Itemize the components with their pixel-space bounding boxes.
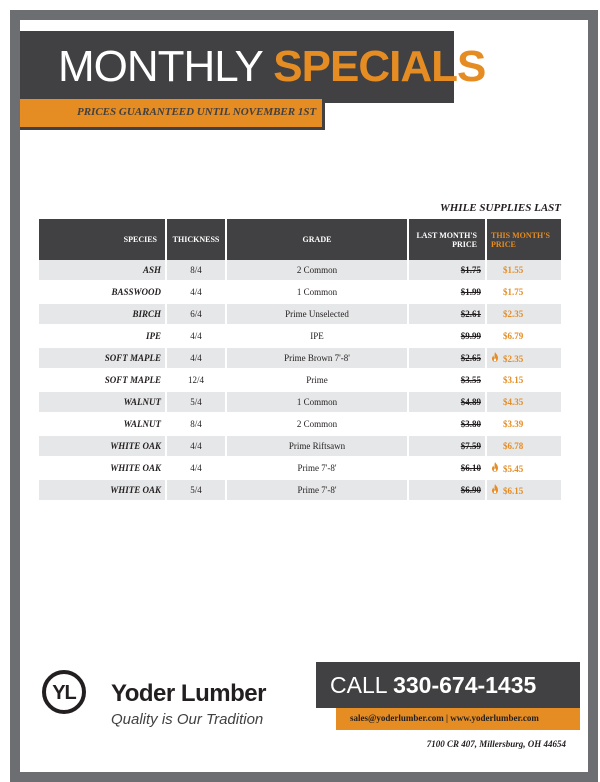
grade-cell: Prime Brown 7'-8' (227, 348, 409, 370)
column-header-thickness: THICKNESS (167, 219, 227, 260)
this-price-cell (487, 458, 561, 480)
title-banner (20, 31, 486, 103)
address: 7100 CR 407, Millersburg, OH 44654 (426, 739, 566, 749)
this-price-value: $4.35 (503, 397, 524, 407)
grade-cell: 2 Common (227, 414, 409, 436)
this-price-value: $6.79 (503, 331, 524, 341)
thickness-cell: 5/4 (167, 392, 227, 414)
grade-cell: Prime Unselected (227, 304, 409, 326)
table-row (39, 326, 561, 348)
table-row (39, 414, 561, 436)
species-cell: SOFT MAPLE (39, 370, 167, 392)
last-price-value: $9.99 (460, 331, 481, 341)
this-price-value: $1.75 (503, 287, 524, 297)
last-price-value: $1.99 (460, 287, 481, 297)
last-price-cell (409, 348, 487, 370)
thickness-cell: 8/4 (167, 260, 227, 282)
last-price-cell (409, 458, 487, 480)
last-price-cell (409, 326, 487, 348)
table-body (39, 260, 561, 502)
table-row (39, 458, 561, 480)
last-price-cell (409, 436, 487, 458)
last-price-cell (409, 480, 487, 502)
this-price-value: $5.45 (503, 464, 524, 474)
this-price-cell (487, 392, 561, 414)
last-price-cell (409, 304, 487, 326)
table-header-row (39, 219, 561, 260)
call-label: CALL (330, 672, 387, 698)
thickness-cell: 4/4 (167, 436, 227, 458)
last-price-cell (409, 260, 487, 282)
this-price-cell (487, 480, 561, 502)
last-price-value: $1.75 (460, 265, 481, 275)
grade-cell: Prime Riftsawn (227, 436, 409, 458)
thickness-cell: 4/4 (167, 348, 227, 370)
last-price-value: $2.61 (460, 309, 481, 319)
column-header-this-price: THIS MONTH'S PRICE (487, 219, 561, 260)
this-price-cell (487, 414, 561, 436)
column-header-species: SPECIES (39, 219, 167, 260)
this-price-cell (487, 436, 561, 458)
last-price-value: $3.55 (460, 375, 481, 385)
this-price-value: $2.35 (503, 354, 524, 364)
thickness-cell: 6/4 (167, 304, 227, 326)
page-title (58, 43, 485, 91)
this-price-value: $6.78 (503, 441, 524, 451)
last-price-cell (409, 392, 487, 414)
this-price-value: $1.55 (503, 265, 524, 275)
last-price-value: $4.89 (460, 397, 481, 407)
table-row (39, 348, 561, 370)
species-cell: WHITE OAK (39, 436, 167, 458)
last-price-cell (409, 414, 487, 436)
table-row (39, 480, 561, 502)
this-price-cell (487, 370, 561, 392)
grade-cell: 1 Common (227, 282, 409, 304)
table-row (39, 304, 561, 326)
this-price-cell (487, 304, 561, 326)
subtitle-banner (20, 99, 325, 130)
grade-cell: IPE (227, 326, 409, 348)
grade-cell: 2 Common (227, 260, 409, 282)
flame-icon (491, 462, 503, 474)
supplies-notice: WHILE SUPPLIES LAST (439, 202, 561, 214)
this-price-value: $3.39 (503, 419, 524, 429)
column-header-last-price: LAST MONTH'S PRICE (409, 219, 487, 260)
title-part-monthly: MONTHLY (58, 42, 274, 91)
grade-cell: Prime 7'-8' (227, 458, 409, 480)
phone-number: 330-674-1435 (393, 672, 537, 698)
thickness-cell: 8/4 (167, 414, 227, 436)
species-cell: IPE (39, 326, 167, 348)
call-banner (316, 662, 580, 708)
this-price-value: $2.35 (503, 309, 524, 319)
table-row (39, 282, 561, 304)
species-cell: BASSWOOD (39, 282, 167, 304)
grade-cell: 1 Common (227, 392, 409, 414)
flame-icon (491, 352, 503, 364)
company-logo-icon (42, 670, 86, 714)
thickness-cell: 4/4 (167, 282, 227, 304)
this-price-cell (487, 326, 561, 348)
last-price-cell (409, 370, 487, 392)
last-price-value: $6.90 (460, 485, 481, 495)
last-price-cell (409, 282, 487, 304)
title-part-specials: SPECIALS (273, 42, 486, 91)
last-price-value: $7.59 (460, 441, 481, 451)
table-row (39, 370, 561, 392)
this-price-cell (487, 282, 561, 304)
thickness-cell: 4/4 (167, 326, 227, 348)
this-price-cell (487, 260, 561, 282)
specials-table (39, 219, 561, 502)
this-price-value: $3.15 (503, 375, 524, 385)
species-cell: WALNUT (39, 392, 167, 414)
logo-initials: YL (52, 682, 76, 704)
this-price-value: $6.15 (503, 486, 524, 496)
thickness-cell: 12/4 (167, 370, 227, 392)
thickness-cell: 5/4 (167, 480, 227, 502)
flame-icon (491, 484, 503, 496)
species-cell: WHITE OAK (39, 480, 167, 502)
table-row (39, 436, 561, 458)
species-cell: ASH (39, 260, 167, 282)
grade-cell: Prime 7'-8' (227, 480, 409, 502)
grade-cell: Prime (227, 370, 409, 392)
subtitle: PRICES GUARANTEED UNTIL NOVEMBER 1ST (77, 106, 317, 118)
species-cell: SOFT MAPLE (39, 348, 167, 370)
species-cell: WALNUT (39, 414, 167, 436)
species-cell: BIRCH (39, 304, 167, 326)
call-line (330, 672, 536, 699)
table-row (39, 260, 561, 282)
table-row (39, 392, 561, 414)
thickness-cell: 4/4 (167, 458, 227, 480)
this-price-cell (487, 348, 561, 370)
contact-links: sales@yoderlumber.com | www.yoderlumber.com (350, 713, 539, 723)
contact-banner (336, 708, 580, 730)
column-header-grade: GRADE (227, 219, 409, 260)
last-price-value: $3.80 (460, 419, 481, 429)
last-price-value: $2.65 (460, 353, 481, 363)
company-tagline: Quality is Our Tradition (111, 711, 264, 728)
last-price-value: $6.10 (460, 463, 481, 473)
species-cell: WHITE OAK (39, 458, 167, 480)
company-name: Yoder Lumber (111, 680, 266, 707)
